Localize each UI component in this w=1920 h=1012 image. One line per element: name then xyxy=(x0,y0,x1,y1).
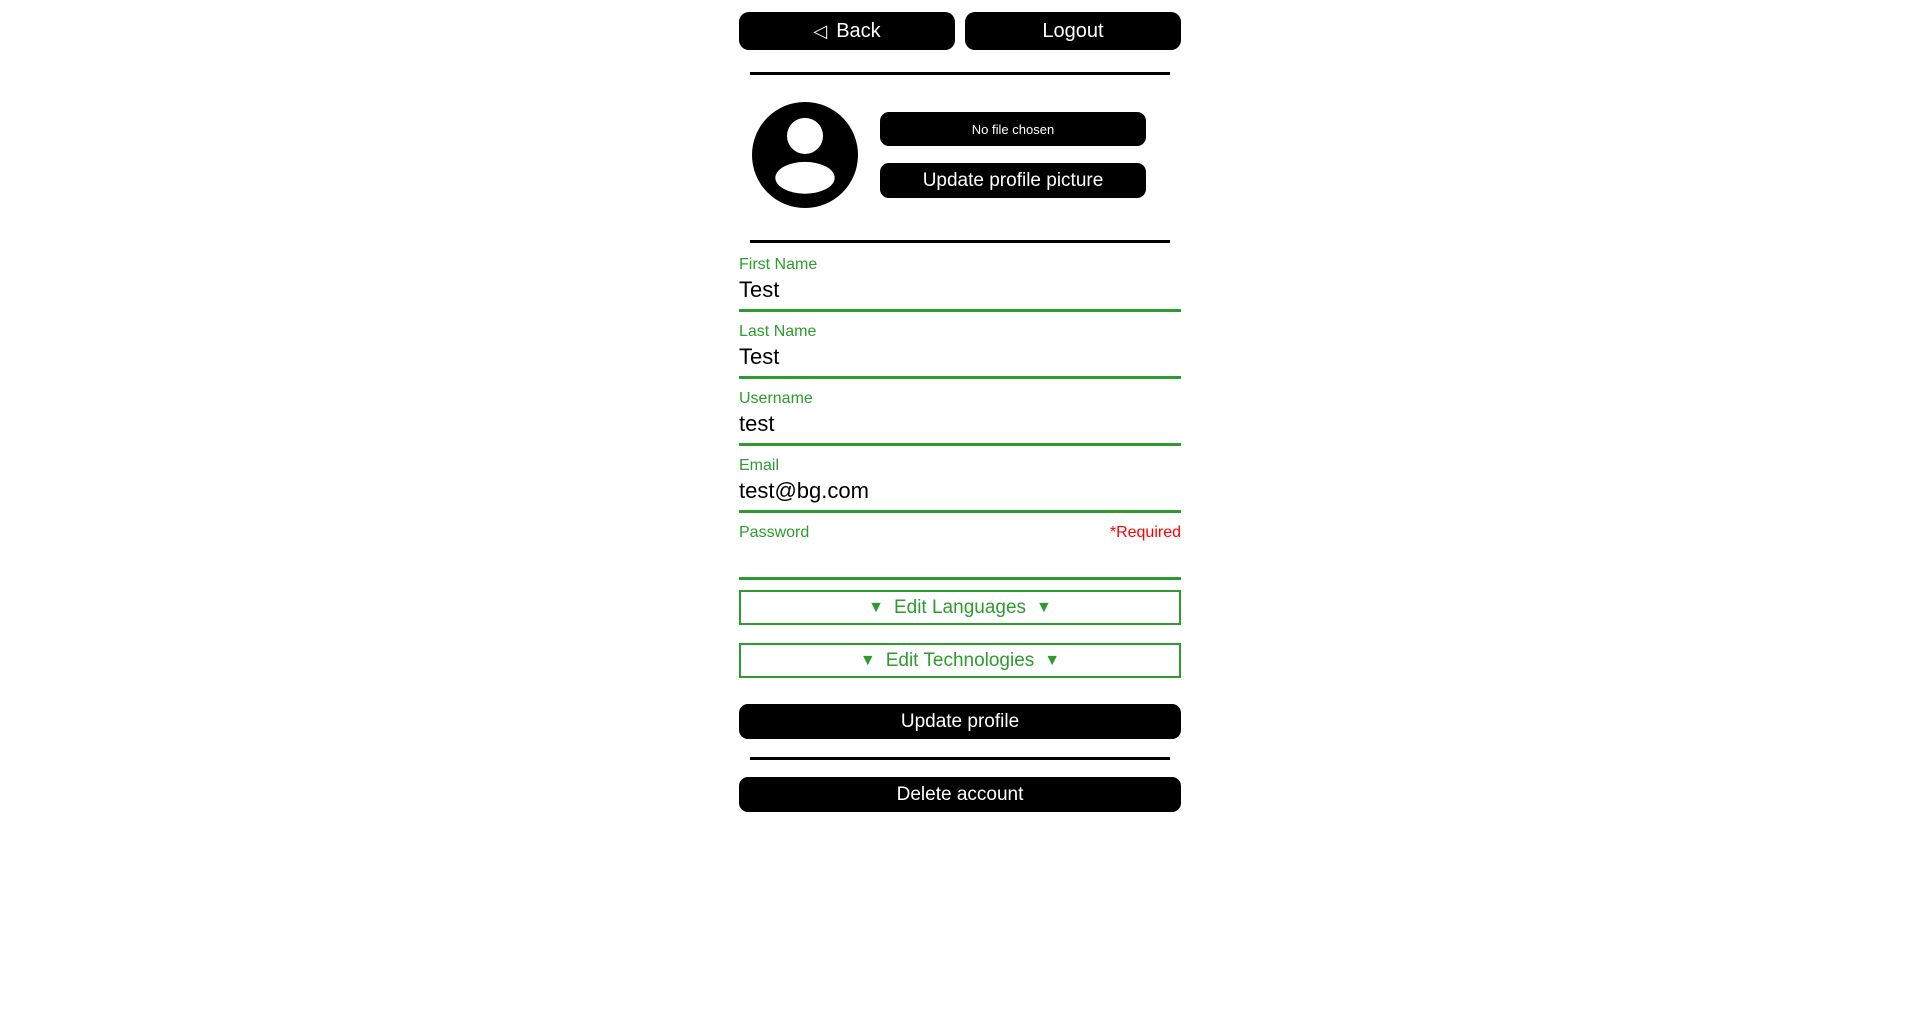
divider-mid xyxy=(750,240,1170,243)
edit-languages-label: Edit Languages xyxy=(893,596,1027,618)
delete-account-button[interactable] xyxy=(739,777,1181,812)
picture-buttons xyxy=(880,112,1146,198)
logout-button-label: Logout xyxy=(1042,19,1104,42)
last-name-input[interactable] xyxy=(739,342,1181,379)
password-input[interactable] xyxy=(739,543,1181,580)
profile-page xyxy=(739,0,1181,812)
username-field xyxy=(739,389,1181,446)
email-label: Email xyxy=(739,457,780,474)
back-arrow-icon: ◁ xyxy=(813,21,828,41)
update-picture-button[interactable] xyxy=(880,163,1146,198)
email-input[interactable] xyxy=(739,476,1181,513)
password-label-row xyxy=(739,523,1181,543)
last-name-label: Last Name xyxy=(739,323,817,340)
file-input[interactable] xyxy=(880,112,1146,146)
edit-technologies-toggle[interactable] xyxy=(739,643,1181,678)
first-name-input[interactable] xyxy=(739,275,1181,312)
update-profile-label: Update profile xyxy=(900,710,1020,732)
edit-technologies-label: Edit Technologies xyxy=(885,649,1035,671)
password-label: Password xyxy=(739,524,810,541)
first-name-label: First Name xyxy=(739,256,818,273)
password-field xyxy=(739,523,1181,580)
profile-picture-section xyxy=(739,102,1181,208)
delete-account-label: Delete account xyxy=(896,783,1024,805)
back-button-label: Back xyxy=(836,19,881,42)
required-note: *Required xyxy=(1109,524,1181,541)
triangle-down-icon: ▼ xyxy=(859,651,876,669)
edit-languages-toggle[interactable] xyxy=(739,590,1181,625)
logout-button[interactable] xyxy=(965,12,1181,50)
person-circle-icon xyxy=(752,102,858,208)
triangle-down-icon: ▼ xyxy=(1036,598,1052,616)
back-button[interactable] xyxy=(739,12,955,50)
email-field xyxy=(739,456,1181,513)
header xyxy=(739,12,1181,50)
divider-top xyxy=(750,72,1170,75)
triangle-down-icon: ▼ xyxy=(1044,651,1061,669)
update-picture-label: Update profile picture xyxy=(922,169,1104,191)
username-label: Username xyxy=(739,390,813,407)
last-name-field xyxy=(739,322,1181,379)
first-name-field xyxy=(739,255,1181,312)
username-input[interactable] xyxy=(739,409,1181,446)
file-input-status: No file chosen xyxy=(971,121,1055,137)
triangle-down-icon: ▼ xyxy=(868,598,884,616)
divider-bottom xyxy=(750,757,1170,760)
update-profile-button[interactable] xyxy=(739,704,1181,739)
